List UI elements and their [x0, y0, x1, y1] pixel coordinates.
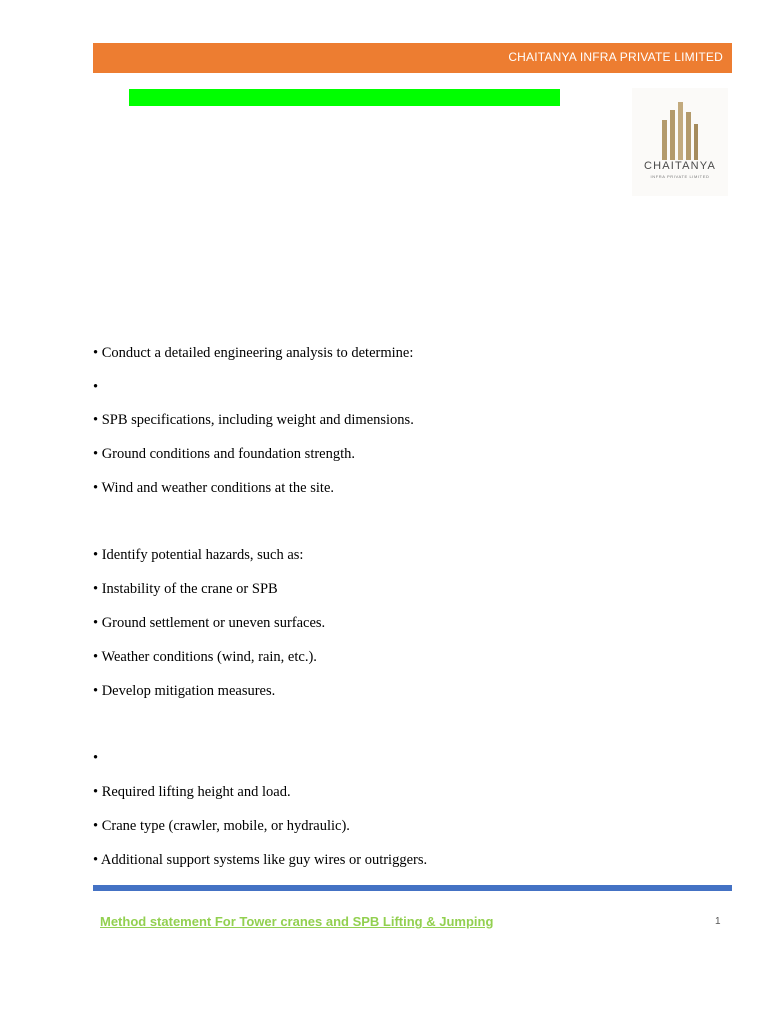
bullet-line: • [93, 379, 99, 395]
bullet-line: • Additional support systems like guy wires or outriggers. [93, 852, 428, 868]
bullet-line: • [93, 750, 99, 766]
bullet-line: • SPB specifications, including weight and dimensions. [93, 412, 414, 428]
company-name: CHAITANYA INFRA PRIVATE LIMITED [508, 50, 723, 64]
logo-name: CHAITANYA [643, 160, 717, 172]
logo-subtitle: INFRA PRIVATE LIMITED [650, 174, 710, 179]
footer-title: Method statement For Tower cranes and SPB Lifting & Jumping [100, 914, 494, 929]
bullet-line: • Identify potential hazards, such as: [93, 547, 304, 563]
header-bar [93, 43, 732, 73]
bullet-line: • Ground conditions and foundation strength. [93, 446, 356, 462]
bullet-line: • Wind and weather conditions at the site. [93, 480, 334, 496]
bullet-line: • Instability of the crane or SPB [93, 581, 278, 597]
bullet-line: • Ground settlement or uneven surfaces. [93, 615, 326, 631]
bullet-line: • Conduct a detailed engineering analysis to determine: [93, 345, 414, 361]
bullet-line: • Crane type (crawler, mobile, or hydraulic). [93, 818, 350, 834]
highlight-bar [129, 89, 560, 106]
bullet-line: • Required lifting height and load. [93, 784, 291, 800]
company-logo [632, 88, 728, 196]
footer-rule [93, 885, 732, 891]
bullet-line: • Weather conditions (wind, rain, etc.). [93, 649, 317, 665]
building-logo-icon [656, 98, 704, 160]
bullet-line: • Develop mitigation measures. [93, 683, 276, 699]
page-number: 1 [715, 916, 721, 927]
